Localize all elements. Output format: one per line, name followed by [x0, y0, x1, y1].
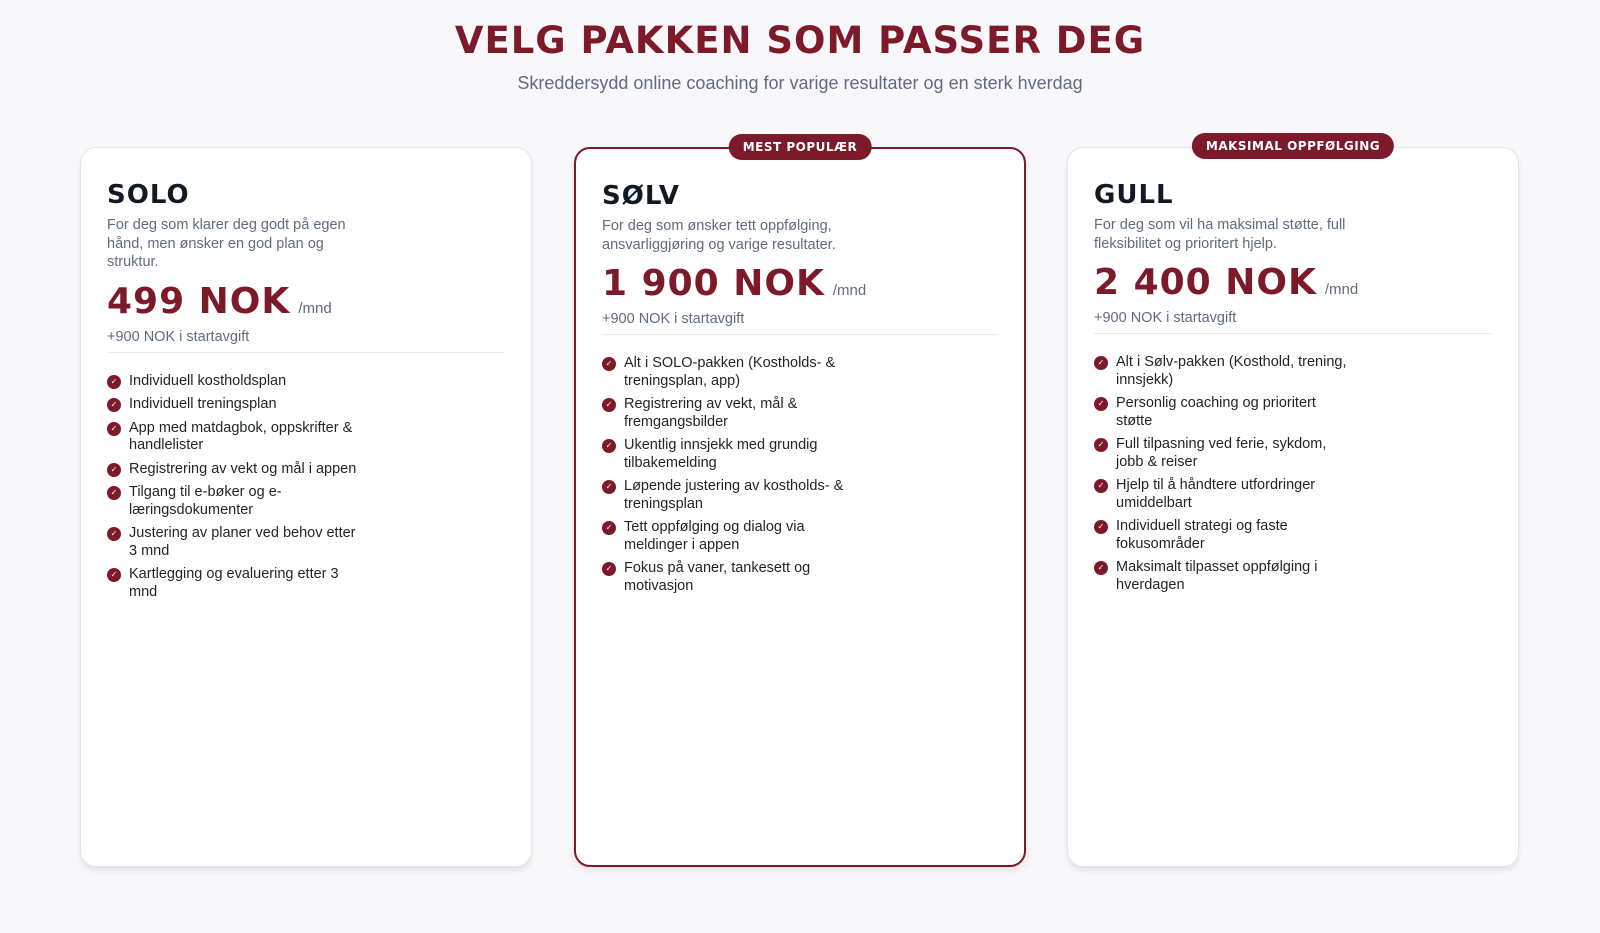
- feature-text: Alt i Sølv-pakken (Kosthold, trening, innsjekk): [1116, 354, 1347, 388]
- check-icon: ✓: [107, 422, 121, 436]
- feature-item: [602, 437, 998, 472]
- feature-item: [1094, 395, 1492, 430]
- feature-text: Alt i SOLO-pakken (Kostholds- & treningsplan, app): [624, 355, 836, 389]
- check-icon: ✓: [1094, 479, 1108, 493]
- feature-item: [1094, 477, 1492, 512]
- feature-item: [1094, 436, 1492, 471]
- feature-item: [107, 461, 505, 479]
- plan-description: For deg som ønsker tett oppfølging, ansvarliggjøring og varige resultater.: [602, 218, 836, 253]
- feature-item: [602, 478, 998, 513]
- check-icon: ✓: [602, 398, 616, 412]
- plan-name: GULL: [1094, 180, 1174, 210]
- feature-item: [1094, 559, 1492, 594]
- plan-period: /mnd: [1324, 281, 1359, 298]
- check-icon: ✓: [602, 521, 616, 535]
- plan-period: /mnd: [298, 299, 332, 317]
- max-followup-badge: MAKSIMAL OPPFØLGING: [1192, 133, 1394, 159]
- page-subtitle: Skreddersydd online coaching for varige resultater og en sterk hverdag: [517, 73, 1083, 93]
- feature-text: Ukentlig innsjekk med grundig tilbakemelding: [624, 437, 818, 471]
- plan-period: /mnd: [832, 282, 867, 299]
- plan-start-fee: +900 NOK i startavgift: [1094, 309, 1492, 334]
- feature-item: [602, 519, 998, 554]
- feature-text: Individuell treningsplan: [129, 396, 277, 412]
- check-icon: ✓: [602, 480, 616, 494]
- feature-list: [107, 373, 505, 602]
- feature-list: [1094, 354, 1492, 594]
- feature-item: [602, 560, 998, 595]
- feature-item: [107, 396, 505, 414]
- plan-name: SOLO: [107, 180, 190, 210]
- check-icon: ✓: [1094, 520, 1108, 534]
- feature-text: Individuell kostholdsplan: [129, 372, 287, 389]
- check-icon: ✓: [1094, 397, 1108, 411]
- check-icon: ✓: [602, 562, 616, 576]
- feature-text: Individuell strategi og faste fokusområder: [1116, 518, 1288, 552]
- feature-text: Registrering av vekt og mål i appen: [129, 460, 357, 477]
- popular-badge: MEST POPULÆR: [729, 134, 872, 160]
- plan-description: For deg som vil ha maksimal støtte, full fleksibilitet og prioritert hjelp.: [1094, 217, 1346, 252]
- feature-text: Tilgang til e-bøker og e-læringsdokumenter: [129, 484, 282, 518]
- check-icon: ✓: [1094, 356, 1108, 370]
- feature-item: [107, 484, 505, 519]
- plan-start-fee: +900 NOK i startavgift: [107, 328, 505, 353]
- check-icon: ✓: [602, 357, 616, 371]
- feature-text: Justering av planer ved behov etter 3 mnd: [129, 525, 356, 559]
- feature-item: [602, 355, 998, 390]
- check-icon: ✓: [1094, 438, 1108, 452]
- pricing-card-solo[interactable]: [80, 147, 532, 867]
- feature-item: [1094, 518, 1492, 553]
- plan-price: 2 400 NOK: [1094, 262, 1317, 303]
- feature-text: Løpende justering av kostholds- & treningsplan: [624, 478, 844, 512]
- feature-item: [602, 396, 998, 431]
- check-icon: ✓: [1094, 561, 1108, 575]
- price-row: [107, 280, 505, 324]
- plan-start-fee: +900 NOK i startavgift: [602, 310, 998, 335]
- feature-text: Tett oppfølging og dialog via meldinger i appen: [624, 519, 805, 553]
- pricing-card-solv[interactable]: [574, 140, 1026, 867]
- page-header: [0, 18, 1600, 94]
- plan-name: SØLV: [602, 181, 680, 211]
- check-icon: ✓: [107, 486, 121, 500]
- check-icon: ✓: [107, 398, 121, 412]
- check-icon: ✓: [602, 439, 616, 453]
- feature-text: Maksimalt tilpasset oppfølging i hverdagen: [1116, 559, 1318, 593]
- feature-item: [107, 525, 505, 560]
- feature-item: [107, 420, 505, 455]
- feature-list: [602, 355, 998, 595]
- feature-text: Full tilpasning ved ferie, sykdom, jobb & reiser: [1116, 436, 1327, 470]
- feature-text: Registrering av vekt, mål & fremgangsbilder: [624, 396, 798, 430]
- check-icon: ✓: [107, 527, 121, 541]
- check-icon: ✓: [107, 463, 121, 477]
- feature-text: Fokus på vaner, tankesett og motivasjon: [624, 560, 811, 594]
- plan-price: 499 NOK: [107, 280, 291, 322]
- feature-text: App med matdagbok, oppskrifter & handlelister: [129, 419, 353, 453]
- page-title: VELG PAKKEN SOM PASSER DEG: [454, 19, 1146, 62]
- plan-description: For deg som klarer deg godt på egen hånd, men ønsker en god plan og struktur.: [107, 217, 346, 270]
- feature-item: [1094, 354, 1492, 389]
- feature-text: Hjelp til å håndtere utfordringer umiddelbart: [1116, 477, 1316, 511]
- price-row: [602, 262, 998, 306]
- plan-price: 1 900 NOK: [602, 263, 825, 304]
- feature-item: [107, 566, 505, 601]
- price-row: [1094, 261, 1492, 305]
- feature-item: [107, 373, 505, 391]
- check-icon: ✓: [107, 568, 121, 582]
- pricing-card-gull[interactable]: [1067, 139, 1519, 867]
- check-icon: ✓: [107, 375, 121, 389]
- feature-text: Personlig coaching og prioritert støtte: [1116, 395, 1316, 429]
- feature-text: Kartlegging og evaluering etter 3 mnd: [129, 566, 339, 600]
